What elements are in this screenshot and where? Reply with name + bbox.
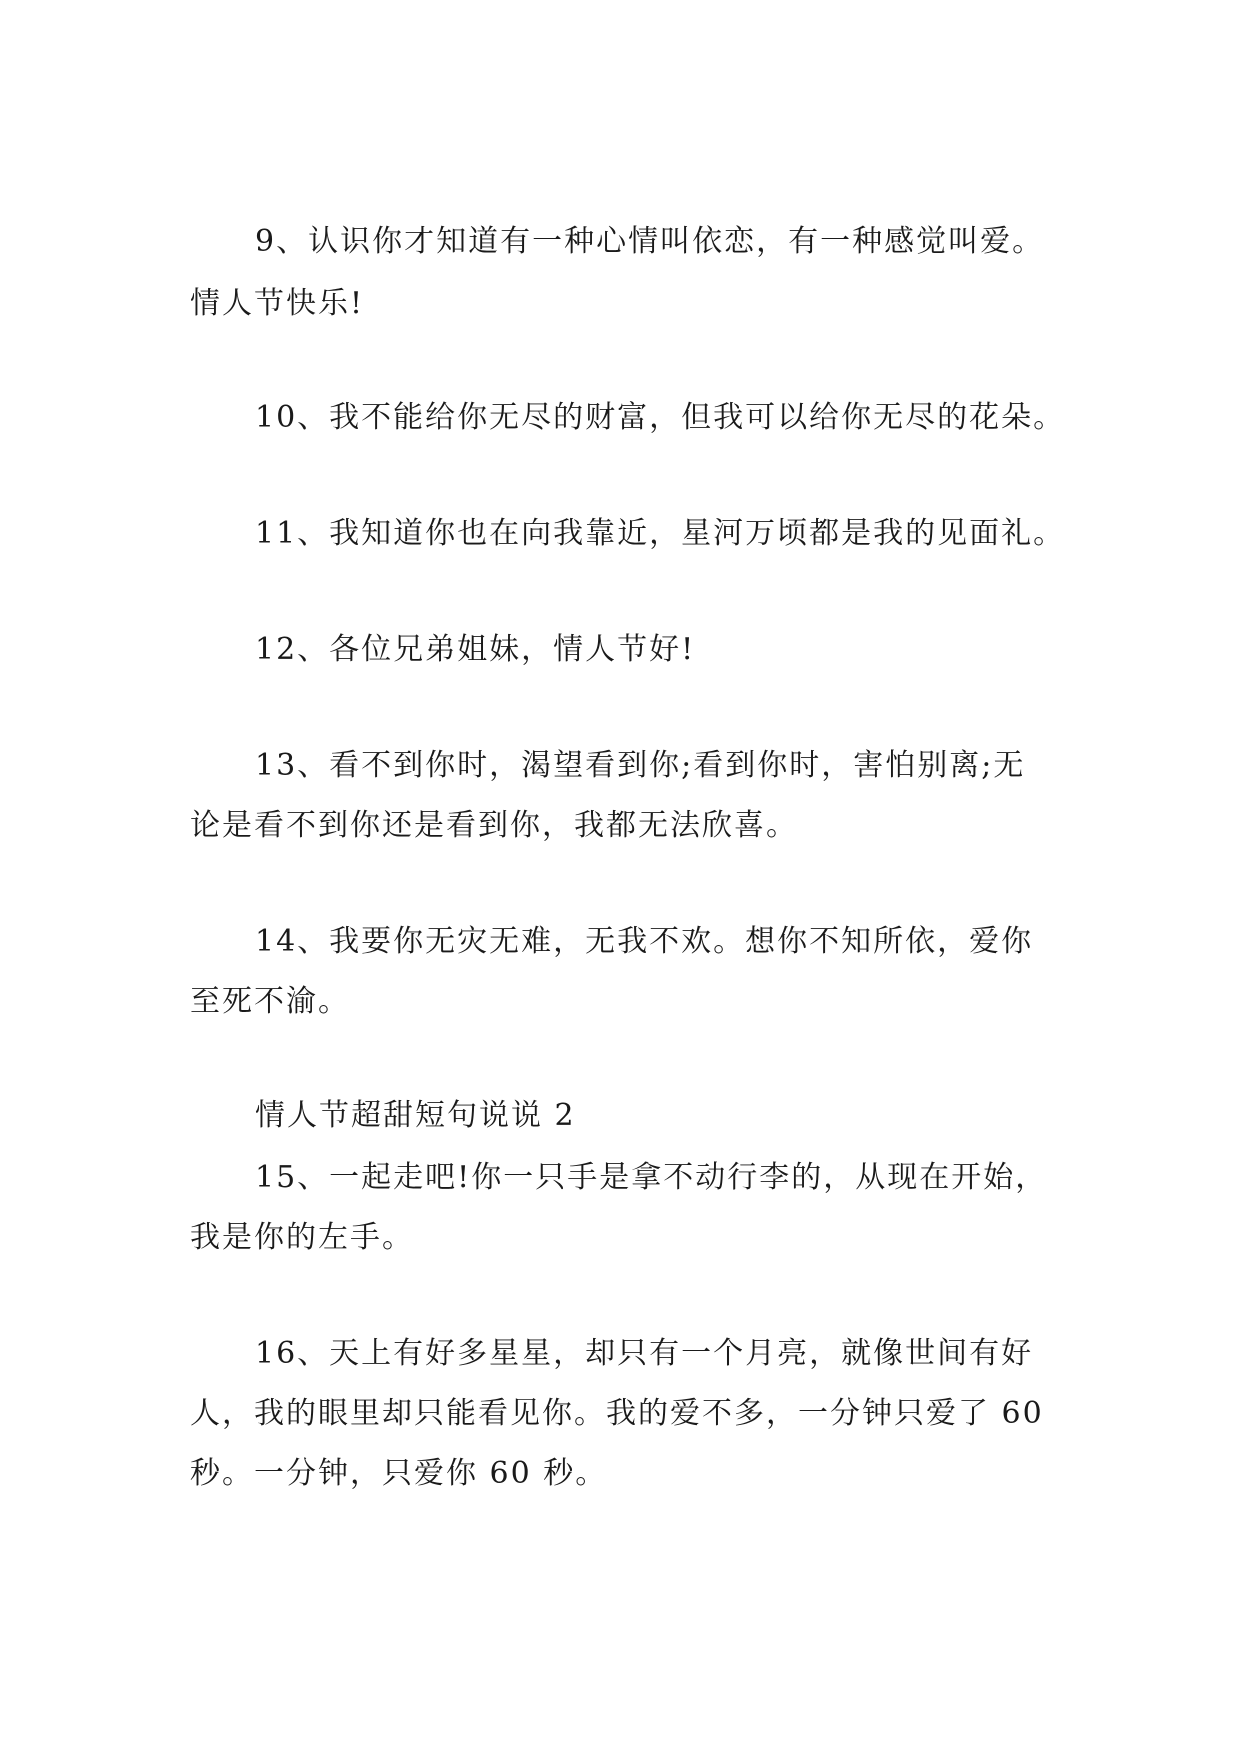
paragraph-13-line-2: 论是看不到你还是看到你，我都无法欣喜。 xyxy=(190,808,798,843)
paragraph-16-line-3: 秒。一分钟，只爱你 60 秒。 xyxy=(190,1456,608,1491)
paragraph-9-line-2: 情人节快乐! xyxy=(190,286,365,321)
paragraph-12-line-1: 12、各位兄弟姐妹，情人节好! xyxy=(255,632,696,667)
paragraph-14-line-1: 14、我要你无灾无难，无我不欢。想你不知所依，爱你 xyxy=(255,924,1034,959)
paragraph-13-line-1: 13、看不到你时，渴望看到你;看到你时，害怕别离;无 xyxy=(255,748,1026,783)
paragraph-16-line-2: 人，我的眼里却只能看见你。我的爱不多，一分钟只爱了 60 xyxy=(190,1396,1044,1431)
paragraph-16-line-1: 16、天上有好多星星，却只有一个月亮，就像世间有好 xyxy=(255,1336,1034,1371)
paragraph-11-line-1: 11、我知道你也在向我靠近，星河万顷都是我的见面礼。 xyxy=(255,516,1066,551)
paragraph-14-line-2: 至死不渝。 xyxy=(190,984,350,1019)
paragraph-15-line-1: 15、一起走吧!你一只手是拿不动行李的，从现在开始， xyxy=(255,1160,1048,1195)
paragraph-15-line-2: 我是你的左手。 xyxy=(190,1220,414,1255)
paragraph-10-line-1: 10、我不能给你无尽的财富，但我可以给你无尽的花朵。 xyxy=(255,400,1066,435)
paragraph-9-line-1: 9、认识你才知道有一种心情叫依恋，有一种感觉叫爱。 xyxy=(255,224,1045,259)
section-heading: 情人节超甜短句说说 2 xyxy=(255,1098,576,1133)
